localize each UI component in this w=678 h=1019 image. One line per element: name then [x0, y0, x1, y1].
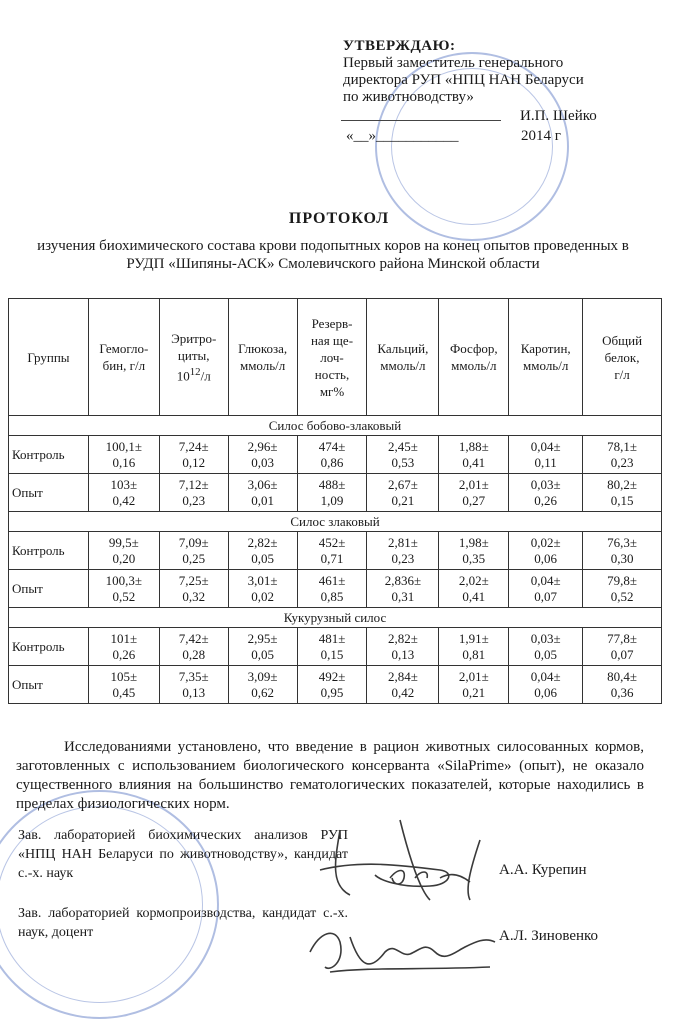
value-cell: 2,84± 0,42 [367, 666, 439, 704]
value-cell: 76,3± 0,30 [583, 532, 662, 570]
document-subtitle: изучения биохимического состава крови подопытных коров на конец опытов проведенных в РУДП «Шипяны-АСК» Смолевичского района Минской области [37, 238, 629, 272]
value-cell: 101± 0,26 [88, 628, 159, 666]
table-row [9, 666, 662, 704]
value-cell: 100,3± 0,52 [88, 570, 159, 608]
value-cell: 80,2± 0,15 [583, 474, 662, 512]
value-cell: 7,42± 0,28 [159, 628, 228, 666]
signature-2-name: А.Л. Зиновенко [499, 928, 599, 944]
value-cell: 2,81± 0,23 [367, 532, 439, 570]
approval-signature-line [343, 106, 643, 128]
group-cell: Контроль [9, 436, 89, 474]
table-row [9, 628, 662, 666]
value-cell: 0,04± 0,07 [509, 570, 583, 608]
value-cell: 2,01± 0,21 [439, 666, 509, 704]
value-cell: 3,01± 0,02 [228, 570, 297, 608]
value-cell: 100,1± 0,16 [88, 436, 159, 474]
value-cell: 0,03± 0,05 [509, 628, 583, 666]
signature-1-position: Зав. лабораторией биохимических анализов РУП «НПЦ НАН Беларуси по животноводству», кандидат с.-х. наук [18, 828, 348, 881]
table-section-row [9, 608, 662, 628]
header-calcium: Кальций, ммоль/л [367, 299, 439, 416]
value-cell: 452± 0,71 [297, 532, 367, 570]
table-row [9, 532, 662, 570]
header-alkaline-reserve: Резерв- ная ще- лоч- ность, мг% [297, 299, 367, 416]
blood-chemistry-table [8, 298, 662, 704]
header-hemoglobin: Гемогло- бин, г/л [88, 299, 159, 416]
value-cell: 2,45± 0,53 [367, 436, 439, 474]
value-cell: 2,02± 0,41 [439, 570, 509, 608]
handwritten-signature-1 [280, 800, 510, 910]
section-title: Силос злаковый [9, 512, 662, 532]
value-cell: 99,5± 0,20 [88, 532, 159, 570]
value-cell: 2,82± 0,05 [228, 532, 297, 570]
table-row [9, 436, 662, 474]
approval-line-2: директора РУП «НПЦ НАН Беларуси [343, 72, 584, 88]
value-cell: 103± 0,42 [88, 474, 159, 512]
value-cell: 0,02± 0,06 [509, 532, 583, 570]
group-cell: Опыт [9, 570, 89, 608]
approval-block [343, 38, 643, 148]
group-cell: Опыт [9, 474, 89, 512]
value-cell: 2,01± 0,27 [439, 474, 509, 512]
value-cell: 7,12± 0,23 [159, 474, 228, 512]
table-header-row [9, 299, 662, 416]
header-groups: Группы [9, 299, 89, 416]
value-cell: 2,82± 0,13 [367, 628, 439, 666]
value-cell: 7,24± 0,12 [159, 436, 228, 474]
group-cell: Контроль [9, 532, 89, 570]
approval-heading: УТВЕРЖДАЮ: [343, 38, 456, 54]
value-cell: 80,4± 0,36 [583, 666, 662, 704]
approval-line-1: Первый заместитель генерального [343, 55, 564, 71]
value-cell: 3,09± 0,62 [228, 666, 297, 704]
group-cell: Опыт [9, 666, 89, 704]
value-cell: 2,95± 0,05 [228, 628, 297, 666]
signature-2-position: Зав. лабораторией кормопроизводства, кандидат с.-х. наук, доцент [18, 906, 348, 940]
table-row [9, 474, 662, 512]
header-phosphorus: Фосфор, ммоль/л [439, 299, 509, 416]
value-cell: 78,1± 0,23 [583, 436, 662, 474]
section-title: Кукурузный силос [9, 608, 662, 628]
header-erythrocytes: Эритро- циты, $10^{12}/л$ [159, 299, 228, 416]
handwritten-signature-2 [300, 912, 500, 992]
value-cell: 77,8± 0,07 [583, 628, 662, 666]
approval-date-blank: «__»___________ [346, 128, 459, 144]
value-cell: 2,67± 0,21 [367, 474, 439, 512]
value-cell: 2,836± 0,31 [367, 570, 439, 608]
document-title: ПРОТОКОЛ [288, 210, 390, 227]
header-carotene: Каротин, ммоль/л [509, 299, 583, 416]
approval-date-line [343, 128, 643, 148]
approval-year: 2014 г [521, 128, 561, 144]
signature-1-name: А.А. Курепин [499, 862, 587, 878]
value-cell: 2,96± 0,03 [228, 436, 297, 474]
value-cell: 7,09± 0,25 [159, 532, 228, 570]
table-section-row [9, 512, 662, 532]
value-cell: 1,98± 0,35 [439, 532, 509, 570]
conclusion-text: Исследованиями установлено, что введение в рацион животных силосованных кормов, заготовленных с использованием биологического консерванта «SilaPrime» (опыт), не оказало существенного влияния на большинство гематологических показателей, которые находились в пределах физиологических норм. [16, 739, 644, 812]
group-cell: Контроль [9, 628, 89, 666]
table-section-row [9, 416, 662, 436]
value-cell: 7,25± 0,32 [159, 570, 228, 608]
value-cell: 105± 0,45 [88, 666, 159, 704]
value-cell: 1,91± 0,81 [439, 628, 509, 666]
value-cell: 481± 0,15 [297, 628, 367, 666]
header-total-protein: Общий белок, г/л [583, 299, 662, 416]
value-cell: 1,88± 0,41 [439, 436, 509, 474]
value-cell: 79,8± 0,52 [583, 570, 662, 608]
value-cell: 461± 0,85 [297, 570, 367, 608]
approval-line-3: по животноводству» [343, 89, 474, 105]
approval-signer: И.П. Шейко [520, 108, 597, 124]
table-row [9, 570, 662, 608]
value-cell: 492± 0,95 [297, 666, 367, 704]
section-title: Силос бобово-злаковый [9, 416, 662, 436]
value-cell: 0,04± 0,11 [509, 436, 583, 474]
value-cell: 0,04± 0,06 [509, 666, 583, 704]
value-cell: 488± 1,09 [297, 474, 367, 512]
value-cell: 474± 0,86 [297, 436, 367, 474]
value-cell: 0,03± 0,26 [509, 474, 583, 512]
value-cell: 3,06± 0,01 [228, 474, 297, 512]
header-glucose: Глюкоза, ммоль/л [228, 299, 297, 416]
value-cell: 7,35± 0,13 [159, 666, 228, 704]
